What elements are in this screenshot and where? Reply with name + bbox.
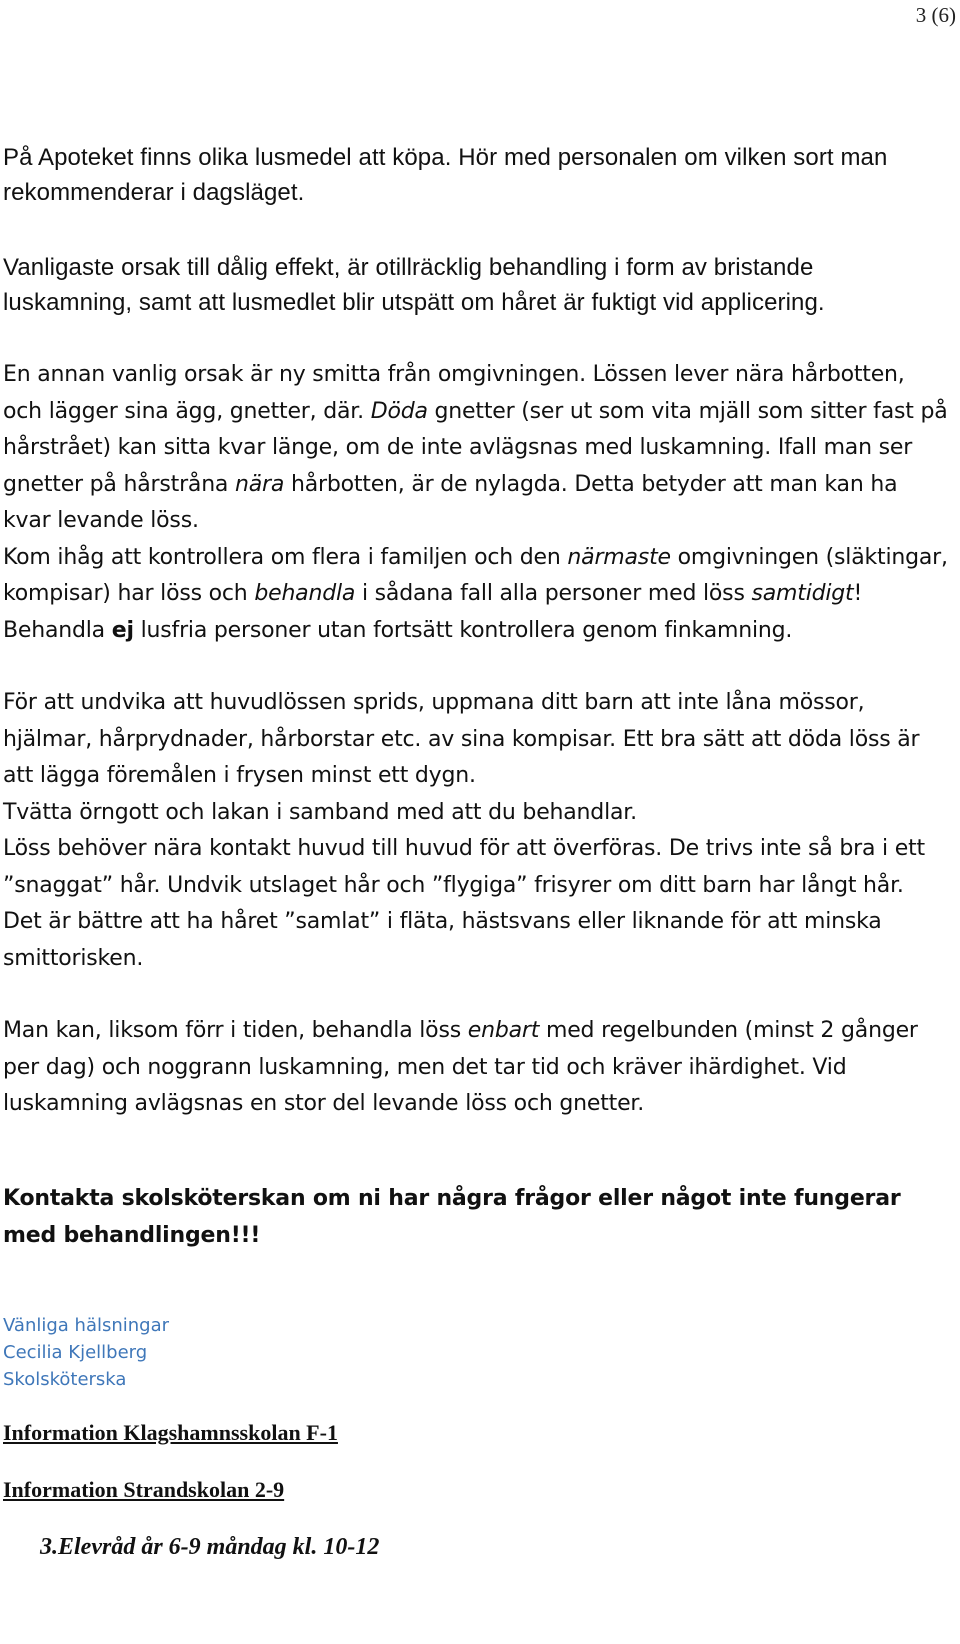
list-item-elevrad bbox=[40, 1534, 960, 1561]
infection-text-1: En annan vanlig orsak är ny smitta från omgivningen. Lössen lever nära hårbotten, och lägger sina ägg, gnetter, där. bbox=[3, 362, 905, 424]
paragraph-prevention: För att undvika att huvudlössen sprids, uppmana ditt barn att inte låna mössor, hjälmar, hårprydnader, hårborstar etc. av sina kompisar. Ett bra sätt att döda löss är att lägga föremålen i frysen minst ett dygn. bbox=[3, 690, 920, 788]
family-text-3: i sådana fall alla personer med löss bbox=[355, 581, 752, 606]
family-text-2: omgivningen (släktingar, kompisar) har löss och bbox=[3, 544, 948, 606]
combing-text-1: Man kan, liksom förr i tiden, behandla löss bbox=[3, 1018, 468, 1043]
list-item-text: Elevråd år 6-9 måndag kl. 10-12 bbox=[58, 1534, 380, 1560]
paragraph-apoteket: På Apoteket finns olika lusmedel att köpa. Hör med personalen om vilken sort man rekommenderar i dagsläget. bbox=[3, 144, 888, 206]
link-klagshamnsskolan[interactable]: Information Klagshamnsskolan F-1 bbox=[3, 1420, 338, 1445]
paragraph-combing bbox=[3, 1013, 948, 1123]
family-text-1: Kom ihåg att kontrollera om flera i familjen och den bbox=[3, 544, 568, 570]
combing-text-2: med regelbunden (minst 2 gånger per dag) och noggrann luskamning, men det tar tid och kräver ihärdighet. Vid luskamning avlägsnas en stor del levande löss och gnetter. bbox=[3, 1018, 918, 1116]
paragraph-effect: Vanligaste orsak till dålig effekt, är otillräcklig behandling i form av bristande luskamning, samt att lusmedlet blir utspätt om håret är fuktigt vid applicering. bbox=[3, 254, 825, 316]
paragraph-contact-spread: Löss behöver nära kontakt huvud till huvud för att överföras. De trivs inte så bra i ett ”snaggat” hår. Undvik utslaget hår och ”flygiga” frisyrer om ditt barn har långt hår. Det är bättre att ha håret ”samlat” i fläta, hästsvans eller liknande för att minska smittorisken. bbox=[3, 836, 925, 971]
signature-title: Skolsköterska bbox=[3, 1369, 127, 1390]
emphasis-samtidigt: samtidigt bbox=[751, 581, 854, 606]
signature-block bbox=[3, 1312, 948, 1393]
paragraph-infection bbox=[3, 357, 948, 540]
signature-greeting: Vänliga hälsningar bbox=[3, 1315, 170, 1336]
emphasis-behandla: behandla bbox=[254, 581, 356, 606]
emphasis-doda: Döda bbox=[370, 398, 428, 424]
family-text-4: ! Behandla bbox=[3, 581, 863, 643]
emphasis-enbart: enbart bbox=[467, 1018, 540, 1043]
emphasis-narmaste: närmaste bbox=[567, 544, 671, 570]
signature-name: Cecilia Kjellberg bbox=[3, 1342, 148, 1363]
page-number: 3 (6) bbox=[915, 3, 956, 27]
family-text-5: lusfria personer utan fortsätt kontrollera genom finkamning. bbox=[133, 617, 793, 643]
infection-section bbox=[3, 357, 948, 1123]
paragraph-washing: Tvätta örngott och lakan i samband med att du behandlar. bbox=[3, 799, 637, 825]
infection-text-2: gnetter (ser ut som vita mjäll som sitter fast på hårstrået) kan sitta kvar länge, om de inte avlägsnas med luskamning. Ifall man ser gnetter på hårstråna bbox=[3, 398, 948, 497]
emphasis-nara: nära bbox=[235, 471, 285, 497]
link-strandskolan[interactable]: Information Strandskolan 2-9 bbox=[3, 1477, 285, 1502]
emphasis-ej: ej bbox=[111, 617, 134, 643]
paragraph-family bbox=[3, 540, 948, 650]
infection-text-3: hårbotten, är de nylagda. Detta betyder att man kan ha kvar levande löss. bbox=[3, 471, 898, 533]
list-item-number: 3. bbox=[40, 1534, 58, 1560]
contact-nurse-notice: Kontakta skolsköterskan om ni har några frågor eller något inte fungerar med behandlingen!!! bbox=[3, 1186, 901, 1248]
